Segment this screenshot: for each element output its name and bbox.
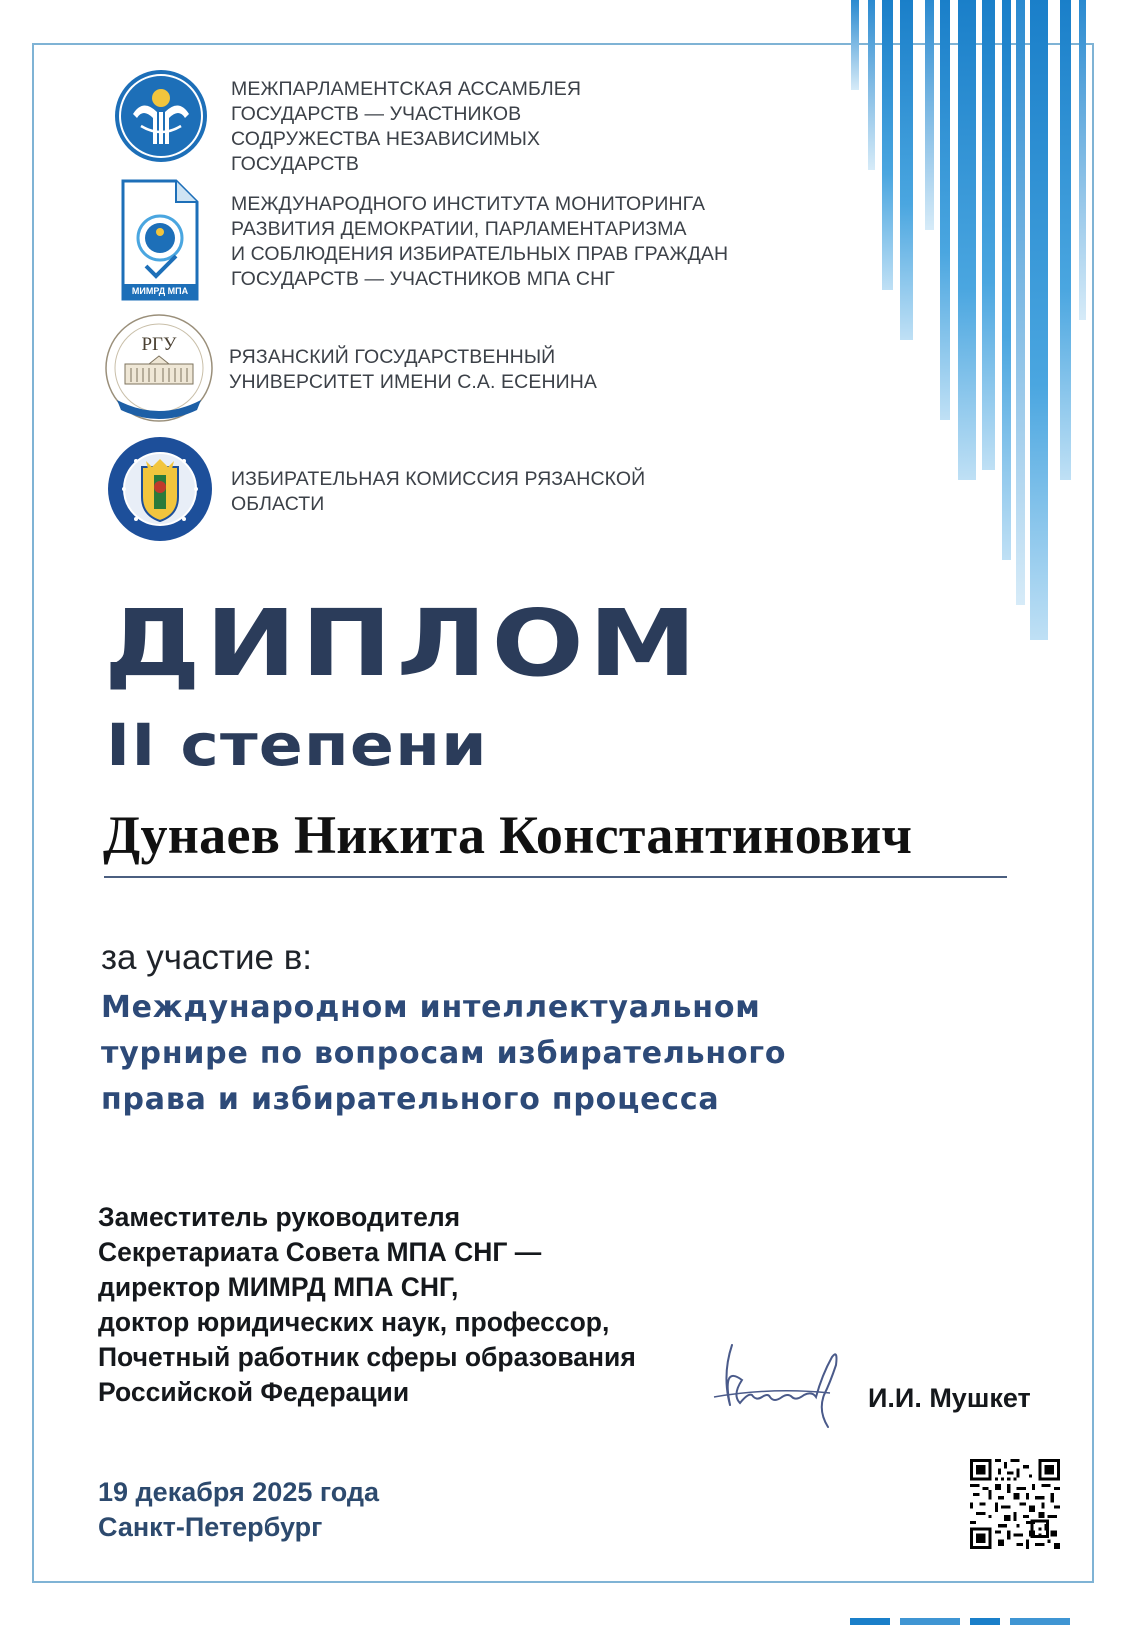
diploma-degree: II степени	[106, 711, 488, 779]
cis-ipa-emblem-icon	[113, 68, 209, 169]
event-title-line: турнире по вопросам избирательного	[101, 1036, 787, 1071]
signer-name: И.И. Мушкет	[868, 1383, 1031, 1413]
mimrd-document-icon	[120, 178, 200, 307]
org-rsu-name: РЯЗАНСКИЙ ГОСУДАРСТВЕННЫЙ УНИВЕРСИТЕТ ИМЕНИ С.А. ЕСЕНИНА	[229, 346, 598, 393]
signer-title-line: Заместитель руководителя	[98, 1202, 461, 1232]
org-mimrd-name: МЕЖДУНАРОДНОГО ИНСТИТУТА МОНИТОРИНГА РАЗВИТИЯ ДЕМОКРАТИИ, ПАРЛАМЕНТАРИЗМА И СОБЛЮДЕНИЯ ИЗБИРАТЕЛЬНЫХ ПРАВ ГРАЖДАН ГОСУДАРСТВ — УЧАСТНИКОВ МПА СНГ	[231, 193, 729, 290]
issue-date: 19 декабря 2025 года	[98, 1477, 380, 1507]
signer-title	[98, 1200, 636, 1410]
recipient-underline	[104, 876, 1007, 878]
rsu-logo-caption: РГУ	[141, 334, 177, 355]
qr-code-icon[interactable]	[970, 1459, 1060, 1549]
signer-title-line: директор МИМРД МПА СНГ,	[98, 1272, 459, 1302]
event-title-line: Международном интеллектуальном	[101, 990, 761, 1025]
rsu-university-seal-icon	[103, 312, 215, 429]
diploma-title: ДИПЛОМ	[104, 590, 702, 697]
event-title-line: права и избирательного процесса	[101, 1082, 720, 1117]
issue-city: Санкт-Петербург	[98, 1512, 323, 1542]
signer-title-line: Почетный работник сферы образования	[98, 1342, 636, 1372]
mimrd-logo-caption: МИМРД МПА СНГ	[131, 286, 189, 309]
participation-label: за участие в:	[101, 938, 313, 977]
signer-title-line: доктор юридических наук, профессор,	[98, 1307, 610, 1337]
signature-icon	[712, 1335, 862, 1435]
event-title	[101, 985, 1021, 1123]
date-location	[98, 1475, 379, 1545]
recipient-name: Дунаев Никита Константинович	[103, 805, 913, 865]
org-election-commission-name: ИЗБИРАТЕЛЬНАЯ КОМИССИЯ РЯЗАНСКОЙ ОБЛАСТИ	[231, 468, 646, 515]
org-cis-ipa-name: МЕЖПАРЛАМЕНТСКАЯ АССАМБЛЕЯ ГОСУДАРСТВ — УЧАСТНИКОВ СОДРУЖЕСТВА НЕЗАВИСИМЫХ ГОСУДАРСТВ	[231, 78, 582, 175]
ryazan-election-commission-seal-icon	[106, 435, 214, 548]
decorative-stripes-bottom	[0, 1600, 1125, 1625]
signer-title-line: Российской Федерации	[98, 1377, 410, 1407]
signer-title-line: Секретариата Совета МПА СНГ —	[98, 1237, 542, 1267]
